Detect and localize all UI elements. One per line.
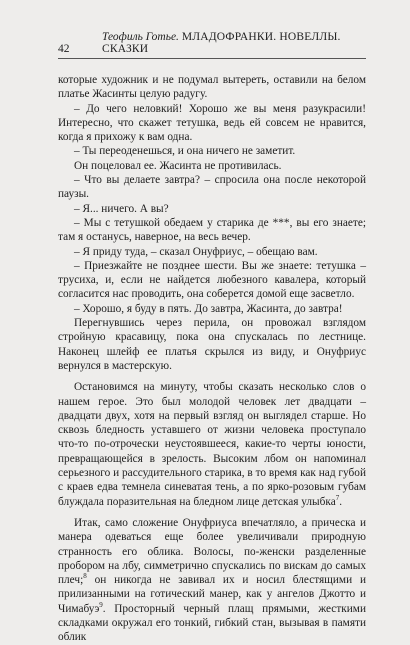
header-title: МЛАДОФРАНКИ. НОВЕЛЛЫ. СКАЗКИ <box>102 31 341 55</box>
paragraph: – Приезжайте не позднее шести. Вы же знаете: тетушка – трусиха, и, если не найдется любезного кавалера, который согласится нас проводить, она соберется домой еще засветло. <box>58 259 366 301</box>
page-number: 42 <box>58 43 70 55</box>
paragraph: Остановимся на минуту, чтобы сказать несколько слов о нашем герое. Это был молодой человек лет двадцати – двадцати двух, хотя на первый взгляд он выглядел старше. Но сквозь бледность уставшего от жизни человека проступало что-то по-отрочески неустоявшееся, какие-то черты юности, превращающейся в зрелость. Высоким лбом он напоминал серьезного и рассудительного старика, в то время как над губой с краев едва темнела синеватая тень, а по ярко-розовым губам блуждала поразительная на бледном лице детская улыбка$^7$. <box>58 381 366 508</box>
paragraph: Он поцеловал ее. Жасинта не противилась. <box>74 159 282 172</box>
paragraph: Итак, само сложение Онуфриуса впечатляло, а прическа и манера одеваться еще более увеличивали природную странность его облика. Волосы, по-женски разделенные пробором на лбу, симметрично спускались по вискам до самых плеч;$^8$ он никогда не завивал их и носил блестящими и прилизанными на готический манер, как у ангелов Джотто и Чимабуэ$^9$. Просторный черный плащ прямыми, жесткими складками окружал его тонкий, гибкий стан, вызывая в памяти облик <box>58 516 366 644</box>
paragraph: – Ты переоденешься, и она ничего не заметит. <box>74 145 296 158</box>
paragraph: Перегнувшись через перила, он провожал взглядом стройную красавицу, пока она спускалась по лестнице. Наконец шлейф ее платья скрылся из виду, и Онуфриус вернулся в мастерскую. <box>58 317 366 372</box>
paragraph: – Что вы делаете завтра? – спросила она после некоторой паузы. <box>58 174 366 201</box>
running-header <box>58 31 366 59</box>
header-author: Теофиль Готье. <box>102 31 179 43</box>
page-body <box>58 73 366 645</box>
paragraph: – Мы с тетушкой обедаем у старика де ***, вы его знаете; там я останусь, наверное, на весь вечер. <box>58 216 366 244</box>
running-head <box>100 31 366 58</box>
paragraph: – Хорошо, я буду в пять. До завтра, Жасинта, до завтра! <box>74 302 343 315</box>
paragraph: – Я... ничего. А вы? <box>74 202 169 215</box>
paragraph: – Я приду туда, – сказал Онуфриус, – обещаю вам. <box>74 245 318 258</box>
paragraph: – До чего неловкий! Хорошо же вы меня разукрасили! Интересно, что скажет тетушка, ведь ей совсем не нравится, когда я прихожу к вам одна. <box>58 102 366 144</box>
paragraph: которые художник и не подумал вытереть, оставили на белом платье Жасинты целую радугу. <box>58 74 366 101</box>
